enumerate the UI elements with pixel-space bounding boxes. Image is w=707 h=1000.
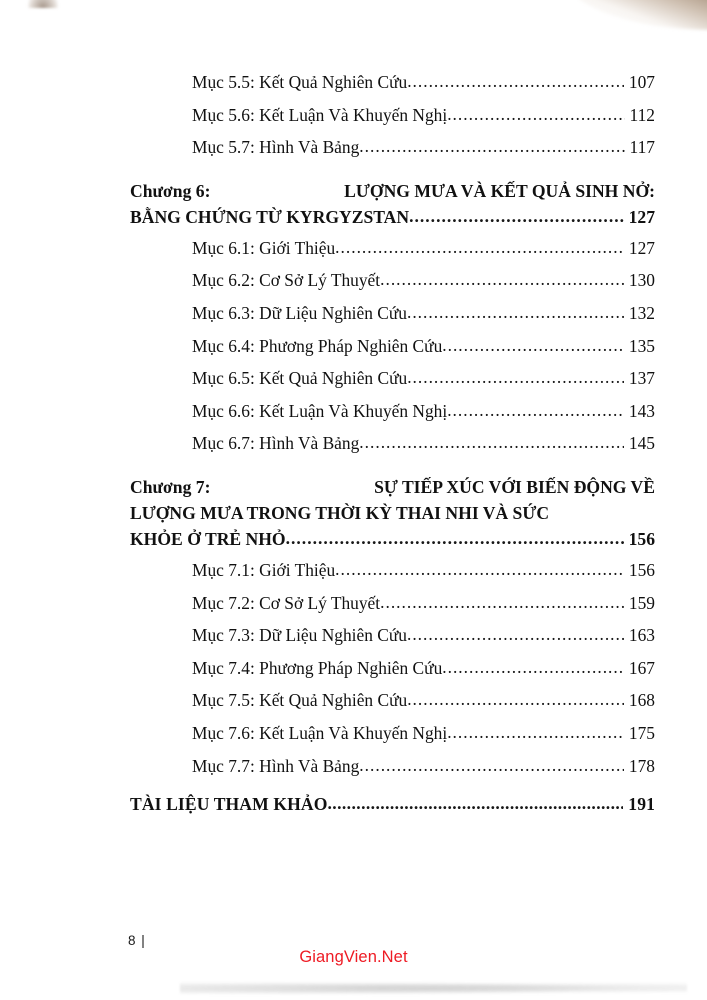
toc-entry-page: 156 <box>628 559 655 580</box>
toc-chapter-7-line-2 <box>130 500 655 526</box>
toc-chapter-6[interactable] <box>130 178 655 230</box>
toc-entry-label: Mục 7.4: Phương Pháp Nghiên Cứu <box>192 657 443 678</box>
toc-entry-page: 167 <box>628 657 655 678</box>
toc-chapter-7-number: Chương 7: <box>130 476 211 497</box>
toc-chapter-6-number: Chương 6: <box>130 180 211 201</box>
toc-entry-label: Mục 6.4: Phương Pháp Nghiên Cứu <box>192 335 443 356</box>
toc-entry-6-7[interactable] <box>192 435 655 468</box>
toc-chapter-7-title-part-2: LƯỢNG MƯA TRONG THỜI KỲ THAI NHI VÀ SỨC <box>130 502 550 523</box>
dot-leader <box>286 525 624 551</box>
toc-chapter-7[interactable] <box>130 474 655 552</box>
toc-entry-label: Mục 6.3: Dữ Liệu Nghiên Cứu <box>192 302 407 323</box>
dot-leader <box>359 757 624 774</box>
toc-entry-7-3[interactable] <box>192 627 655 660</box>
toc-entry-label: Mục 5.6: Kết Luận Và Khuyến Nghị <box>192 104 448 125</box>
toc-entry-label: Mục 7.3: Dữ Liệu Nghiên Cứu <box>192 625 407 646</box>
toc-entry-page: 112 <box>629 104 655 125</box>
dot-leader <box>442 659 624 676</box>
toc-entry-page: 168 <box>628 690 655 711</box>
toc-chapter-6-line-2 <box>130 204 655 230</box>
toc-entry-label: Mục 6.5: Kết Quả Nghiên Cứu <box>192 368 408 389</box>
toc-entry-label: Mục 7.5: Kết Quả Nghiên Cứu <box>192 690 408 711</box>
toc-entry-label: Mục 6.2: Cơ Sở Lý Thuyết <box>192 270 381 291</box>
dot-leader <box>407 304 624 321</box>
dot-leader <box>327 795 623 813</box>
dot-leader <box>359 138 624 155</box>
toc-entry-page: 159 <box>628 592 655 613</box>
toc-entry-page: 135 <box>628 335 655 356</box>
scan-artifact-bottom-bleed <box>180 980 687 996</box>
toc-entry-5-5[interactable] <box>192 74 655 107</box>
toc-chapter-6-page: 127 <box>628 206 655 227</box>
toc-entry-page: 130 <box>628 270 655 291</box>
toc-entry-label: Mục 6.7: Hình Và Bảng <box>192 433 360 454</box>
toc-chapter-6-title-part-2: BẰNG CHỨNG TỪ KYRGYZSTAN <box>130 206 410 227</box>
toc-entry-6-4[interactable] <box>192 335 655 371</box>
toc-entry-references[interactable] <box>130 796 655 814</box>
dot-leader <box>407 73 624 90</box>
toc-entry-page: 127 <box>628 237 655 258</box>
toc-entry-7-4[interactable] <box>192 657 655 693</box>
toc-entry-label: Mục 7.1: Giới Thiệu <box>192 559 336 580</box>
dot-leader <box>447 106 624 123</box>
toc-entry-5-6[interactable] <box>192 104 655 140</box>
toc-entry-label: Mục 5.7: Hình Và Bảng <box>192 137 360 158</box>
toc-entry-5-7[interactable] <box>192 139 655 172</box>
toc-entry-page: 191 <box>628 794 655 815</box>
toc-entry-page: 143 <box>628 400 655 421</box>
dot-leader <box>380 594 624 611</box>
toc-entry-label: Mục 5.5: Kết Quả Nghiên Cứu <box>192 72 408 92</box>
dot-leader <box>359 434 624 451</box>
toc-chapter-6-line-1 <box>130 178 655 204</box>
toc-entry-6-6[interactable] <box>192 400 655 436</box>
dot-leader <box>407 626 624 643</box>
toc-entry-label: Mục 7.7: Hình Và Bảng <box>192 755 360 776</box>
toc-chapter-7-page: 156 <box>628 528 655 549</box>
toc-entry-page: 163 <box>628 625 655 646</box>
toc-entry-7-7[interactable] <box>192 755 655 791</box>
dot-leader <box>447 402 624 419</box>
toc-chapter-7-line-3 <box>130 526 655 552</box>
toc-chapter-7-title-part-3: KHỎE Ở TRẺ NHỎ <box>130 528 286 549</box>
toc-entry-page: 132 <box>628 302 655 323</box>
toc-entry-page: 107 <box>628 72 655 92</box>
dot-leader <box>335 239 624 256</box>
dot-leader <box>407 369 624 386</box>
toc-entry-6-2[interactable] <box>192 272 655 305</box>
toc-entry-6-3[interactable] <box>192 302 655 338</box>
toc-chapter-7-line-1 <box>130 474 655 500</box>
toc-entry-page: 117 <box>629 137 655 158</box>
toc-entry-label: Mục 7.6: Kết Luận Và Khuyến Nghị <box>192 722 448 743</box>
dot-leader <box>407 691 624 708</box>
toc-entry-7-6[interactable] <box>192 722 655 758</box>
toc-entry-page: 178 <box>628 755 655 776</box>
dot-leader <box>335 561 624 578</box>
toc-entry-7-5[interactable] <box>192 692 655 725</box>
watermark-giangvien-net: GiangVien.Net <box>299 948 408 966</box>
dot-leader <box>447 724 624 741</box>
toc-entry-page: 145 <box>628 433 655 454</box>
toc-entry-7-2[interactable] <box>192 592 655 628</box>
toc-chapter-7-title-part-1: SỰ TIẾP XÚC VỚI BIẾN ĐỘNG VỀ <box>374 476 655 497</box>
toc-entry-page: 175 <box>628 722 655 743</box>
toc-entry-page: 137 <box>628 368 655 389</box>
dot-leader <box>409 203 624 229</box>
footer-page-number: 8 | <box>128 933 146 948</box>
toc-entry-6-1[interactable] <box>192 237 655 273</box>
toc-entry-7-1[interactable] <box>192 559 655 595</box>
dot-leader <box>442 337 624 354</box>
toc-entry-6-5[interactable] <box>192 370 655 403</box>
toc-entry-label: Mục 6.1: Giới Thiệu <box>192 237 336 258</box>
toc-entry-label: TÀI LIỆU THAM KHẢO <box>130 794 328 815</box>
toc-entry-label: Mục 6.6: Kết Luận Và Khuyến Nghị <box>192 400 448 421</box>
dot-leader <box>380 271 624 288</box>
toc-entry-label: Mục 7.2: Cơ Sở Lý Thuyết <box>192 592 381 613</box>
toc-chapter-6-title-part-1: LƯỢNG MƯA VÀ KẾT QUẢ SINH NỞ: <box>344 180 655 201</box>
